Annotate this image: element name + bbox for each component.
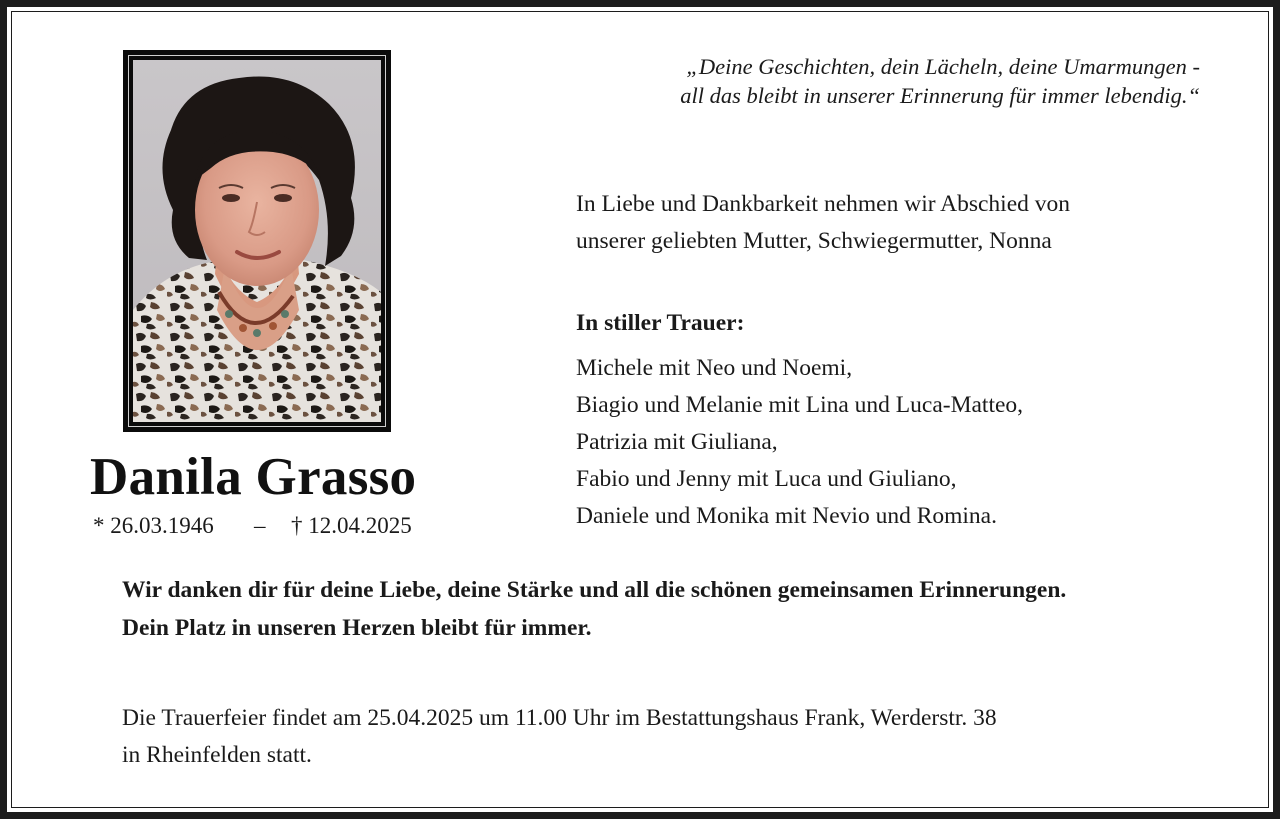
date-separator: – bbox=[254, 513, 266, 538]
portrait-image bbox=[133, 60, 381, 422]
mourner-line: Michele mit Neo und Noemi, bbox=[576, 355, 853, 381]
quote-line-1: „Deine Geschichten, dein Lächeln, deine Umarmungen - bbox=[686, 54, 1200, 79]
quote-line-2: all das bleibt in unserer Erinnerung für immer lebendig.“ bbox=[680, 83, 1200, 108]
mourner-line: Patrizia mit Giuliana, bbox=[576, 429, 778, 455]
birth-date: * 26.03.1946 bbox=[93, 513, 214, 538]
intro-line-1: In Liebe und Dankbarkeit nehmen wir Abschied von bbox=[576, 191, 1071, 217]
thanks-line-2: Dein Platz in unseren Herzen bleibt für immer. bbox=[122, 614, 592, 641]
thanks-message bbox=[122, 572, 1066, 647]
portrait-photo bbox=[123, 50, 391, 432]
service-line-2: in Rheinfelden statt. bbox=[122, 742, 312, 768]
mourner-line: Daniele und Monika mit Nevio und Romina. bbox=[576, 503, 997, 529]
mourner-line: Biagio und Melanie mit Lina und Luca-Matteo, bbox=[576, 392, 1024, 418]
farewell-intro bbox=[576, 186, 1070, 260]
deceased-name: Danila Grasso bbox=[90, 448, 417, 506]
death-date: † 12.04.2025 bbox=[291, 513, 412, 538]
mourners-list bbox=[576, 350, 1023, 535]
intro-line-2: unserer geliebten Mutter, Schwiegermutter, Nonna bbox=[576, 228, 1052, 254]
mourners-heading: In stiller Trauer: bbox=[576, 310, 745, 336]
thanks-line-1: Wir danken dir für deine Liebe, deine Stärke und all die schönen gemeinsamen Erinnerungen. bbox=[122, 577, 1067, 603]
memorial-quote bbox=[680, 52, 1200, 110]
funeral-service-info bbox=[122, 700, 997, 774]
mourner-line: Fabio und Jenny mit Luca und Giuliano, bbox=[576, 466, 957, 492]
service-line-1: Die Trauerfeier findet am 25.04.2025 um 11.00 Uhr im Bestattungshaus Frank, Werderstr. 38 bbox=[122, 705, 997, 731]
